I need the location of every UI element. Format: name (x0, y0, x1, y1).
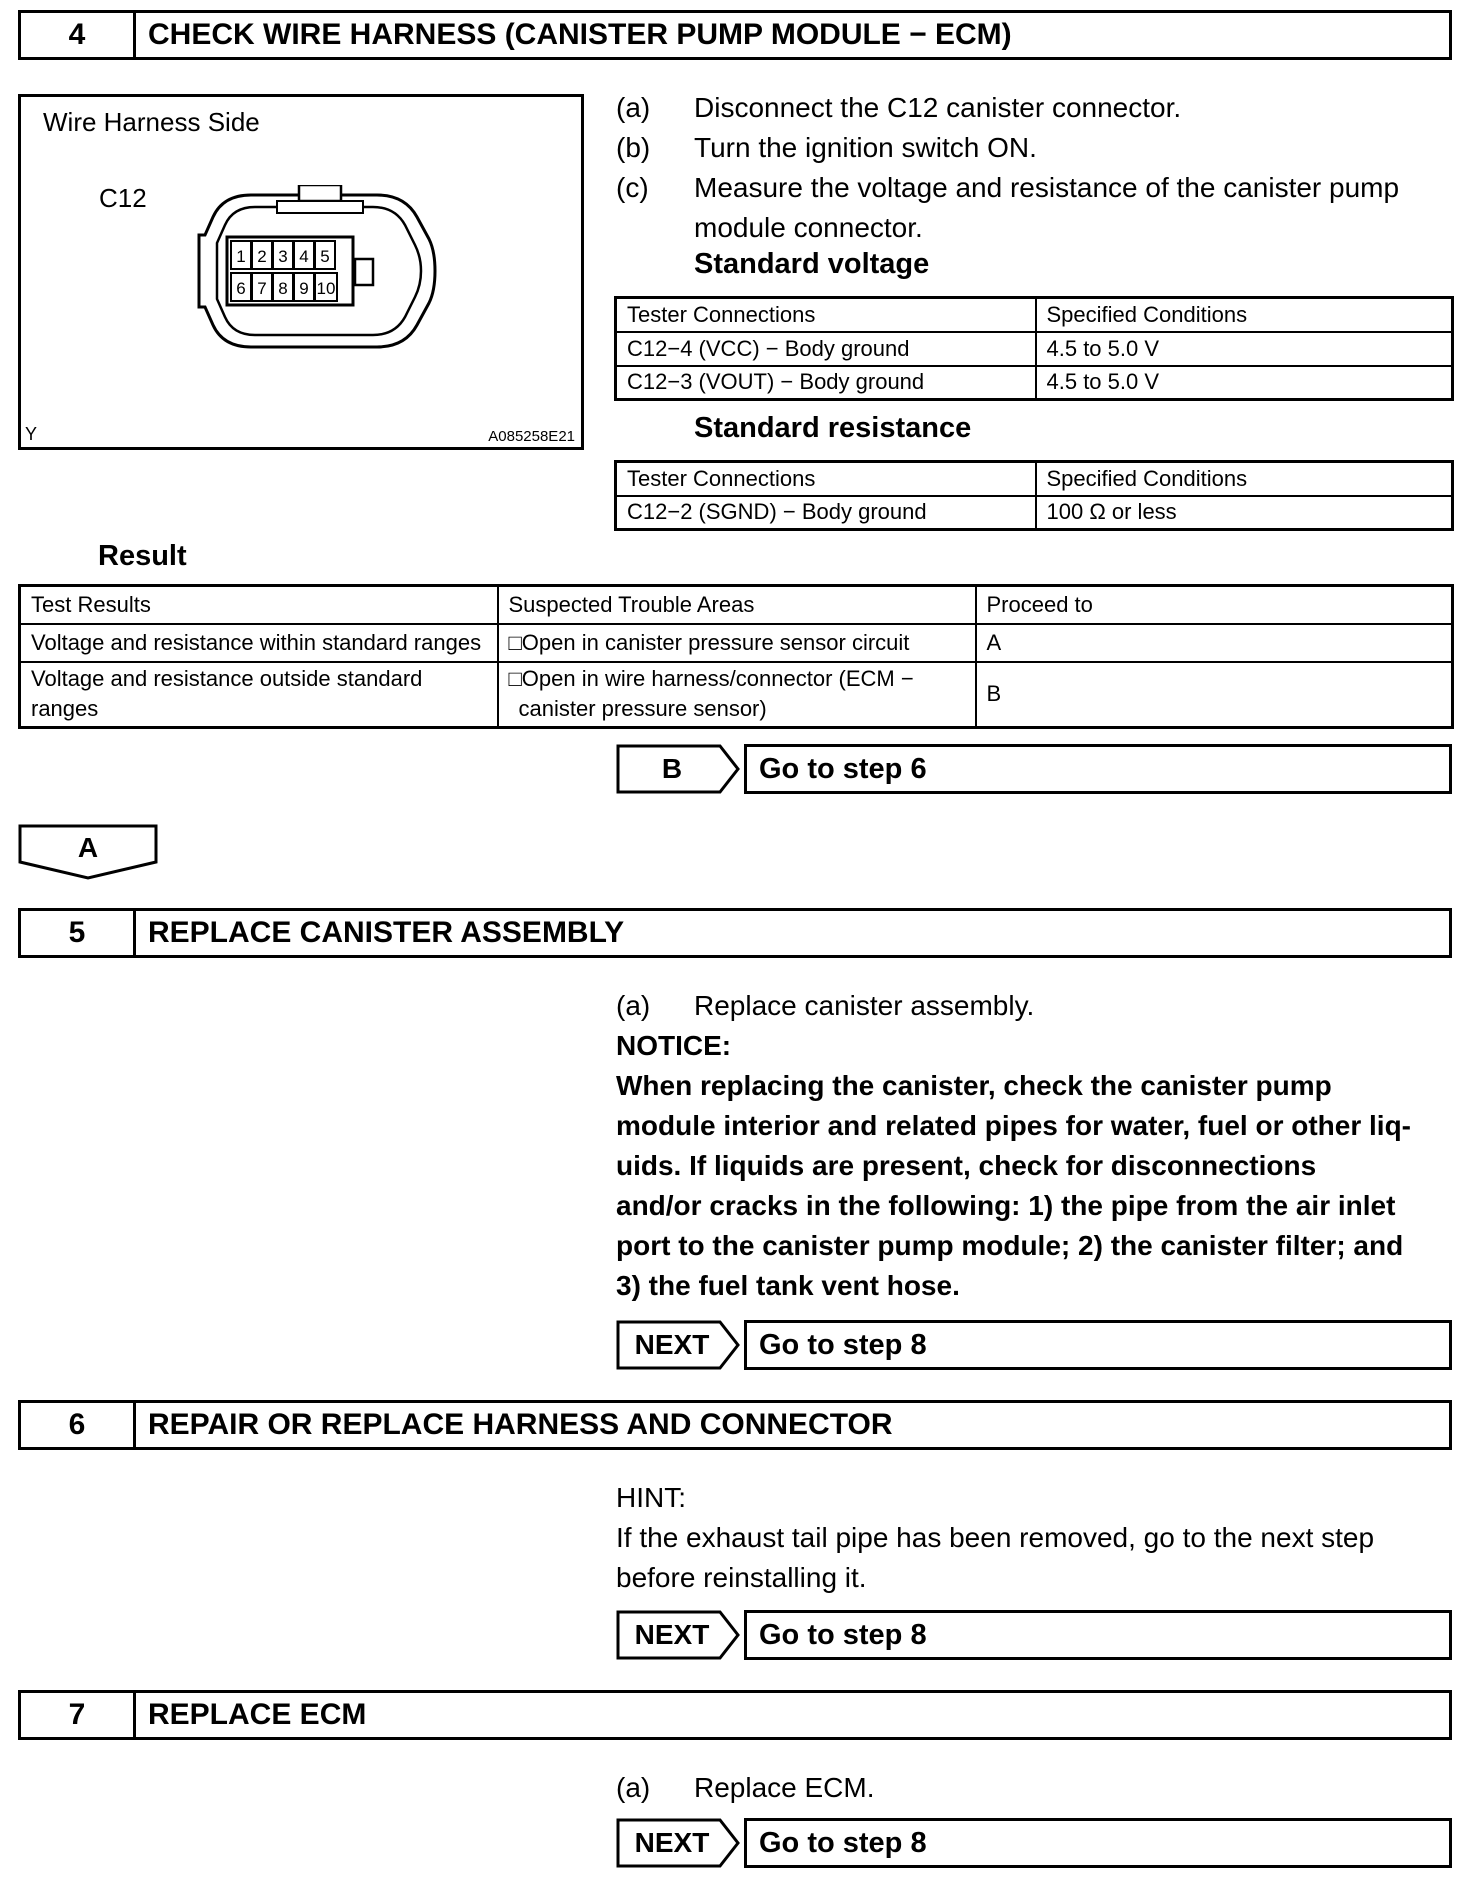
step-number: 7 (21, 1693, 136, 1737)
figure-id: A085258E21 (488, 428, 575, 445)
table-cell: 4.5 to 5.0 V (1036, 366, 1453, 400)
step-5-header (18, 908, 1452, 958)
pin-9: 9 (299, 279, 309, 298)
step-title: CHECK WIRE HARNESS (CANISTER PUMP MODULE − ECM) (148, 18, 1012, 51)
corner-mark: Y (25, 424, 38, 444)
cell-line: canister pressure sensor) (518, 696, 767, 722)
goto-step-8-link[interactable] (616, 1610, 1452, 1660)
table-cell (498, 662, 976, 728)
chevron-label: NEXT (634, 1329, 710, 1360)
goto-text: Go to step 8 (744, 1610, 1452, 1660)
connector-label: C12 (99, 183, 147, 213)
notice-line: 3) the fuel tank vent hose. (616, 1270, 960, 1301)
pin-10: 10 (316, 279, 336, 298)
notice-title: NOTICE: (616, 1030, 732, 1061)
goto-step-8-link[interactable] (616, 1320, 1452, 1370)
instruction-text: Turn the ignition switch ON. (694, 132, 1037, 163)
table-cell: C12−2 (SGND) − Body ground (616, 496, 1036, 530)
table-row (616, 366, 1453, 400)
goto-text: Go to step 6 (744, 744, 1452, 794)
result-title: Result (98, 540, 187, 572)
notice-line: uids. If liquids are present, check for disconnections (616, 1150, 1317, 1181)
instruction-label: (a) (616, 990, 651, 1021)
hint-line: before reinstalling it. (616, 1562, 867, 1593)
standard-voltage-title: Standard voltage (694, 248, 930, 280)
instruction-text: Measure the voltage and resistance of the canister pump (694, 172, 1400, 203)
chevron-label: NEXT (634, 1827, 710, 1858)
table-header: Tester Connections (616, 462, 1036, 496)
table-header: Suspected Trouble Areas (498, 586, 976, 624)
pin-1: 1 (236, 247, 246, 266)
goto-text: Go to step 8 (744, 1320, 1452, 1370)
table-cell: B (976, 662, 1453, 728)
notice-body (616, 1066, 1462, 1306)
notice-line: and/or cracks in the following: 1) the pipe from the air inlet (616, 1190, 1396, 1221)
pin-8: 8 (278, 279, 288, 298)
table-header: Test Results (20, 586, 498, 624)
table-cell: □Open in canister pressure sensor circuit (498, 624, 976, 662)
step-title: REPLACE CANISTER ASSEMBLY (148, 916, 625, 949)
table-cell: C12−4 (VCC) − Body ground (616, 332, 1036, 366)
table-cell: Voltage and resistance within standard ranges (20, 624, 498, 662)
table-header: Proceed to (976, 586, 1453, 624)
table-header-row (20, 586, 1453, 624)
standard-resistance-table (614, 460, 1454, 531)
step-number: 4 (21, 13, 136, 57)
chevron-label: NEXT (634, 1619, 710, 1650)
cell-line: Voltage and resistance outside standard (31, 666, 423, 692)
table-row (20, 624, 1453, 662)
figure-caption: Wire Harness Side (43, 107, 260, 137)
table-cell: C12−3 (VOUT) − Body ground (616, 366, 1036, 400)
table-cell: 4.5 to 5.0 V (1036, 332, 1453, 366)
instruction-label: (b) (616, 132, 651, 163)
branch-a-marker[interactable] (18, 824, 158, 880)
notice-line: module interior and related pipes for water, fuel or other liq- (616, 1110, 1412, 1141)
table-header-row (616, 462, 1453, 496)
connector-figure (18, 94, 584, 450)
table-row (616, 496, 1453, 530)
step-title: REPAIR OR REPLACE HARNESS AND CONNECTOR (148, 1408, 893, 1441)
standard-voltage-table (614, 296, 1454, 401)
step-number: 6 (21, 1403, 136, 1447)
step-6-header (18, 1400, 1452, 1450)
chevron-label: B (661, 753, 683, 784)
goto-step-8-link[interactable] (616, 1818, 1452, 1868)
step-title: REPLACE ECM (148, 1698, 367, 1731)
standard-resistance-title: Standard resistance (694, 412, 972, 444)
table-cell (20, 662, 498, 728)
instruction-label: (a) (616, 92, 651, 123)
instruction-text: module connector. (694, 212, 923, 243)
step-4-header (18, 10, 1452, 60)
instruction-text: Disconnect the C12 canister connector. (694, 92, 1182, 123)
step-number: 5 (21, 911, 136, 955)
table-header-row (616, 298, 1453, 332)
pin-4: 4 (299, 247, 309, 266)
hint-title: HINT: (616, 1482, 686, 1513)
connector-diagram (191, 185, 451, 357)
result-table (18, 584, 1454, 729)
notice-line: When replacing the canister, check the canister pump (616, 1070, 1332, 1101)
pin-3: 3 (278, 247, 288, 266)
hint-line: If the exhaust tail pipe has been removed, go to the next step (616, 1522, 1375, 1553)
cell-line: □Open in wire harness/connector (ECM − (508, 666, 914, 692)
step-7-header (18, 1690, 1452, 1740)
table-header: Specified Conditions (1036, 298, 1453, 332)
branch-label: A (77, 832, 99, 863)
table-header: Tester Connections (616, 298, 1036, 332)
pin-6: 6 (236, 279, 246, 298)
hint-body (616, 1518, 1462, 1598)
pin-5: 5 (320, 247, 330, 266)
goto-text: Go to step 8 (744, 1818, 1452, 1868)
goto-step-6-link[interactable] (616, 744, 1452, 794)
instruction-label: (a) (616, 1772, 651, 1803)
instruction-text: Replace canister assembly. (694, 990, 1035, 1021)
instruction-text: Replace ECM. (694, 1772, 875, 1803)
pin-2: 2 (257, 247, 267, 266)
instruction-label: (c) (616, 172, 649, 203)
pin-7: 7 (257, 279, 267, 298)
notice-line: port to the canister pump module; 2) the canister filter; and (616, 1230, 1404, 1261)
table-cell: A (976, 624, 1453, 662)
table-cell: 100 Ω or less (1036, 496, 1453, 530)
cell-line: ranges (31, 696, 99, 722)
table-header: Specified Conditions (1036, 462, 1453, 496)
table-row (616, 332, 1453, 366)
table-row (20, 662, 1453, 728)
